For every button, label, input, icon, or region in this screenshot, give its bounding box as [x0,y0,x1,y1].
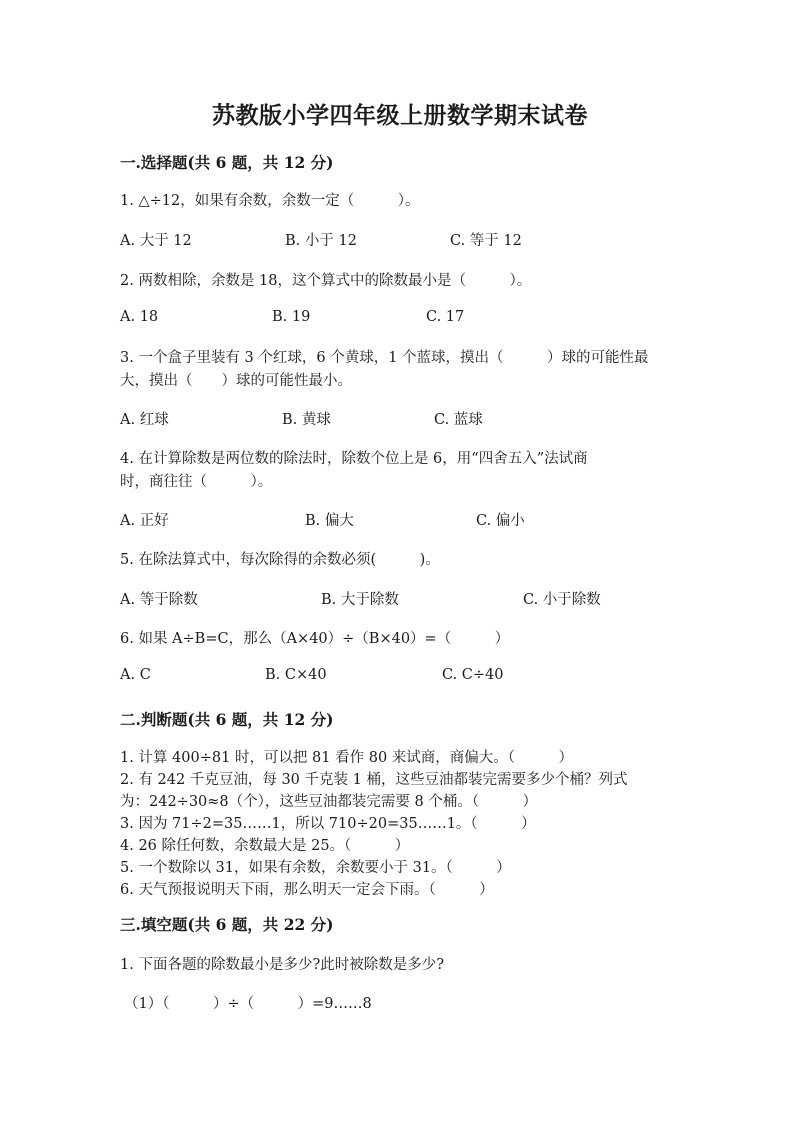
option-a: A. 大于 12 [120,233,192,249]
option-b: B. 小于 12 [285,233,357,249]
question-text: 4. 在计算除数是两位数的除法时，除数个位上是 6，用“四舍五入”法试商 [120,451,588,467]
section-heading-judgement: 二.判断题(共 6 题，共 12 分) [120,710,334,729]
statement-line: 为：242÷30≈8（个），这些豆油都装完需要 8 个桶。（ ） [120,794,538,810]
option-c: C. C÷40 [442,667,504,683]
option-a: A. 正好 [120,513,169,529]
question-text: 3. 一个盒子里装有 3 个红球，6 个黄球，1 个蓝球，摸出（ ）球的可能性最 [120,350,649,366]
option-b: B. 黄球 [282,412,331,428]
option-a: A. 红球 [120,412,169,428]
option-b: B. 偏大 [305,513,354,529]
option-c: C. 小于除数 [523,592,601,608]
question-text: 5. 在除法算式中，每次除得的余数必须( )。 [120,552,440,568]
statement-line: 3. 因为 71÷2=35……1，所以 710÷20=35……1。（ ） [120,816,536,832]
page-title: 苏教版小学四年级上册数学期末试卷 [212,102,588,129]
statement-line: 6. 天气预报说明天下雨，那么明天一定会下雨。（ ） [120,882,494,898]
option-b: B. C×40 [265,667,327,683]
option-c: C. 等于 12 [450,233,522,249]
question-text: 2. 两数相除，余数是 18，这个算式中的除数最小是（ ）。 [120,273,532,289]
option-a: A. C [120,667,151,683]
statement-line: 2. 有 242 千克豆油，每 30 千克装 1 桶，这些豆油都装完需要多少个桶？列式 [120,772,628,788]
sub-question-text: （1）（ ）÷（ ）=9……8 [124,996,372,1012]
section-heading-choice: 一.选择题(共 6 题，共 12 分) [120,153,334,172]
question-text: 大，摸出（ ）球的可能性最小。 [120,373,352,389]
option-b: B. 大于除数 [321,592,399,608]
option-c: C. 偏小 [476,513,525,529]
statement-line: 5. 一个数除以 31，如果有余数，余数要小于 31。（ ） [120,860,511,876]
option-c: C. 17 [426,309,465,325]
section-heading-fill-blank: 三.填空题(共 6 题，共 22 分) [120,915,334,934]
statement-line: 4. 26 除任何数，余数最大是 25。（ ） [120,838,410,854]
question-text: 1. 下面各题的除数最小是多少?此时被除数是多少? [120,957,444,973]
option-c: C. 蓝球 [434,412,483,428]
option-a: A. 18 [120,309,159,325]
question-text: 1. △÷12，如果有余数，余数一定（ ）。 [120,193,420,209]
question-text: 6. 如果 A÷B=C，那么（A×40）÷（B×40）=（ ） [120,631,510,647]
statement-line: 1. 计算 400÷81 时，可以把 81 看作 80 来试商，商偏大。（ ） [120,750,574,766]
option-b: B. 19 [272,309,311,325]
question-text: 时，商往往（ ）。 [120,474,273,490]
option-a: A. 等于除数 [120,592,198,608]
